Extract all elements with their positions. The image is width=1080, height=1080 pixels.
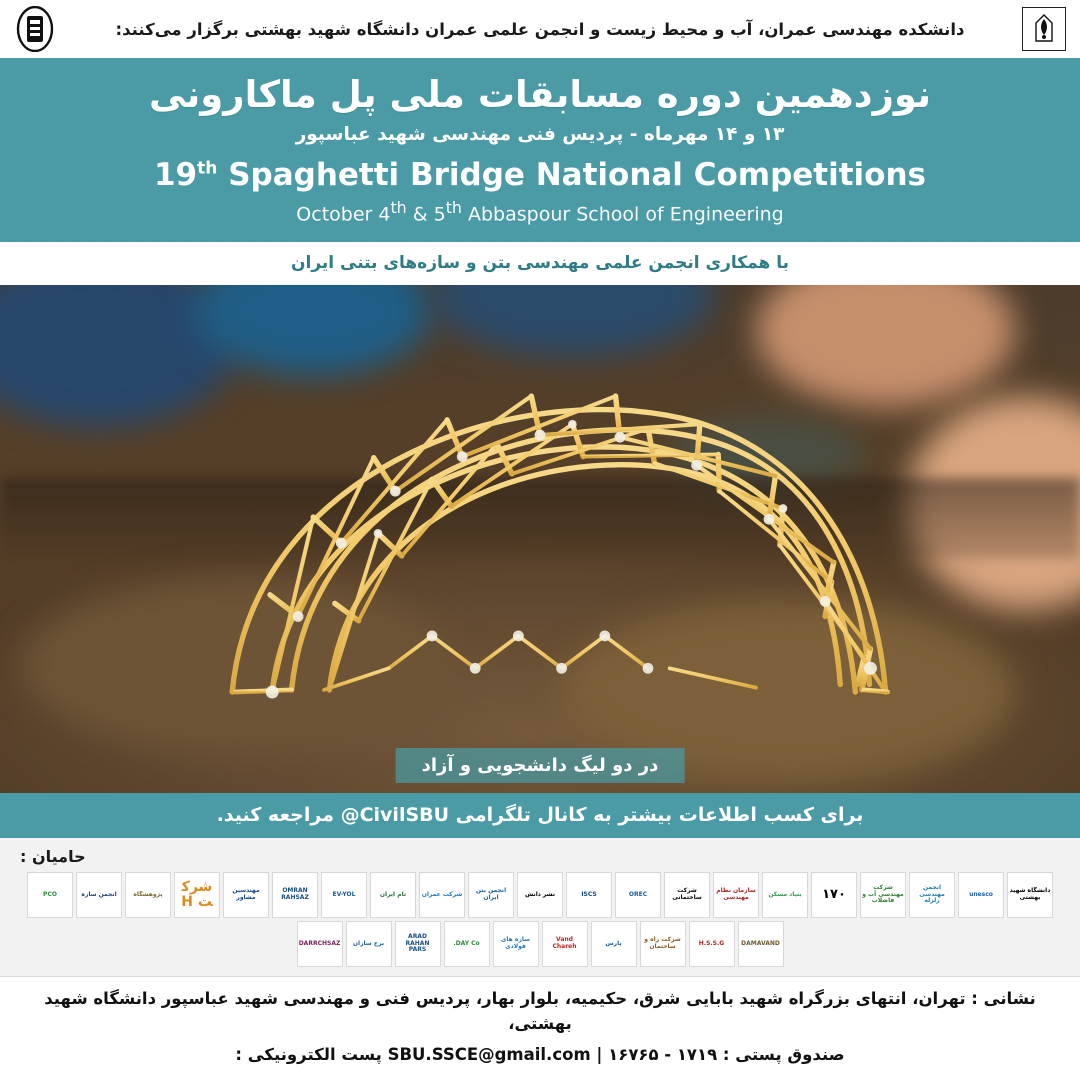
organiser-bar xyxy=(0,0,1080,58)
sponsor-logo-label: مهندسین مشاور xyxy=(232,887,260,901)
sponsor-logo xyxy=(395,921,441,967)
sponsor-logo-label: برج سازان xyxy=(352,939,385,947)
address-line: نشانی : تهران، انتهای بزرگراه شهید بابایی شرق، حکیمیه، بلوار بهار، پردیس فنی و مهندسی شهید عباسپور دانشگاه شهید بهشتی، xyxy=(44,988,1036,1033)
title-persian: نوزدهمین دوره مسابقات ملی پل ماکارونی xyxy=(148,73,932,116)
sponsor-logo-label: انجمن مهندسی زلزله xyxy=(919,884,945,904)
title-english-ordinal: th xyxy=(197,158,218,179)
sponsor-logo-row-1 xyxy=(16,872,1064,918)
sponsor-logo xyxy=(958,872,1004,918)
sponsor-logo xyxy=(174,872,220,918)
sponsor-logo xyxy=(370,872,416,918)
sponsor-logo xyxy=(517,872,563,918)
subtitle-english-sup-a: th xyxy=(390,198,407,218)
sponsor-logo-label: شرکت راه و ساختمان xyxy=(644,936,681,950)
sponsor-logo xyxy=(468,872,514,918)
sponsor-logo xyxy=(591,921,637,967)
sponsor-logo-label: انجمن سازه xyxy=(81,890,117,898)
sponsor-logo-label: EV-YOL xyxy=(332,890,356,898)
sponsor-logo-label: ARAD RAHAN PARS xyxy=(405,933,430,953)
sponsor-logo xyxy=(640,921,686,967)
sponsor-logo xyxy=(444,921,490,967)
subtitle-english-a: October 4 xyxy=(296,203,391,226)
spaghetti-bridge-photo xyxy=(0,285,1080,793)
sponsor-logo xyxy=(125,872,171,918)
civil-engineering-association-logo xyxy=(12,5,58,53)
sponsor-logo-label: دانشگاه شهید بهشتی xyxy=(1009,887,1051,901)
sponsor-logo-label: unesco xyxy=(969,890,993,898)
sponsor-logo-label: نشر دانش xyxy=(524,890,556,898)
sponsor-logo xyxy=(1007,872,1053,918)
sponsor-logo-label: ISCS xyxy=(581,890,597,898)
sponsor-logo-label: DAY Co. xyxy=(453,939,480,947)
subtitle-english-c: Abbaspour School of Engineering xyxy=(461,203,784,226)
sponsor-logo-label: ۱۷۰ xyxy=(822,886,846,902)
telegram-bar xyxy=(0,793,1080,838)
subtitle-english-b: & 5 xyxy=(406,203,446,226)
sponsor-logo xyxy=(738,921,784,967)
telegram-handle[interactable]: @CivilSBU xyxy=(340,803,450,826)
sponsors-heading: حامیان : xyxy=(20,846,86,866)
sponsor-logo-label: پژوهشگاه xyxy=(133,890,163,898)
pobox-label: صندوق پستی : xyxy=(722,1045,845,1065)
sponsor-logo-label: شرکت ساختمانی xyxy=(672,887,702,901)
photo-caption: در دو لیگ دانشجویی و آزاد xyxy=(396,748,685,783)
sponsor-logo-label: OREC xyxy=(628,890,648,898)
organiser-text: دانشکده مهندسی عمران، آب و محیط زیست و انجمن علمی عمران دانشگاه شهید بهشتی برگزار می‌کنند: xyxy=(115,19,965,39)
email-label: پست الکترونیکی : xyxy=(235,1045,382,1065)
subtitle-english-sup-b: th xyxy=(445,198,462,218)
sponsor-logo xyxy=(860,872,906,918)
sponsor-logo xyxy=(762,872,808,918)
telegram-text-after: مراجعه کنید. xyxy=(216,803,341,826)
sponsor-logo xyxy=(713,872,759,918)
sponsor-logo xyxy=(321,872,367,918)
title-english-rest: Spaghetti Bridge National Competitions xyxy=(217,157,927,194)
title-english xyxy=(20,157,1060,194)
contact-separator: | xyxy=(596,1045,603,1065)
footer-contact xyxy=(0,976,1080,1080)
sponsor-logo-label: بنیاد مسکن xyxy=(768,890,802,898)
sponsor-logo xyxy=(689,921,735,967)
sponsor-logo-row-2 xyxy=(16,921,1064,967)
email-value[interactable]: SBU.SSCE@gmail.com xyxy=(387,1045,591,1065)
sponsor-logo xyxy=(909,872,955,918)
sponsor-logo-label: شرکت H xyxy=(181,879,213,910)
sponsor-logo xyxy=(542,921,588,967)
sponsor-logo xyxy=(493,921,539,967)
sponsor-logo-label: انجمن بتن ایران xyxy=(475,887,507,901)
bridge-model xyxy=(0,285,1080,793)
sponsor-logo-label: H.S.S.G xyxy=(698,939,725,947)
sponsor-logo xyxy=(297,921,343,967)
sponsor-logo xyxy=(664,872,710,918)
sponsor-logo-label: Vand Chareh xyxy=(552,936,577,950)
sponsor-logo xyxy=(346,921,392,967)
sponsor-logo xyxy=(76,872,122,918)
sponsor-logo-label: پارس xyxy=(605,939,622,947)
sponsor-logo-label: DAMAVAND xyxy=(741,939,780,947)
sponsor-logo-label: شرکت مهندسی آب و فاضلاب xyxy=(862,884,904,904)
sponsor-logo-label: OMRAN RAHSAZ xyxy=(281,887,309,901)
sponsor-logo xyxy=(615,872,661,918)
title-block xyxy=(0,58,1080,242)
sponsor-logo xyxy=(419,872,465,918)
sponsor-logo-label: DARRCHSAZ xyxy=(298,939,341,947)
collaboration-strip: با همکاری انجمن علمی مهندسی بتن و سازه‌های بتنی ایران xyxy=(0,242,1080,285)
subtitle-persian: ۱۳ و ۱۴ مهرماه - پردیس فنی مهندسی شهید عباسپور xyxy=(295,124,785,146)
pobox-value: ۱۶۷۶۵ - ۱۷۱۹ xyxy=(608,1045,718,1065)
sponsors-section xyxy=(0,838,1080,976)
sponsor-logo-label: تام ایران xyxy=(379,890,407,898)
sponsor-logo xyxy=(27,872,73,918)
contact-line xyxy=(18,1043,1062,1068)
subtitle-english xyxy=(20,198,1060,225)
sponsor-logo xyxy=(223,872,269,918)
sponsor-logo xyxy=(272,872,318,918)
sponsor-logo-label: PCO xyxy=(43,890,57,898)
telegram-text-before: برای کسب اطلاعات بیشتر به کانال تلگرامی xyxy=(449,803,864,826)
shahid-beheshti-university-logo xyxy=(1022,7,1066,51)
title-english-number: 19 xyxy=(153,157,198,194)
sponsor-logo-label: سازمان نظام مهندسی xyxy=(716,887,756,901)
sponsor-logo-label: شرکت عمران xyxy=(421,890,463,898)
sponsor-logo xyxy=(566,872,612,918)
sponsor-logo-label: سازه های فولادی xyxy=(500,936,531,950)
sponsor-logo xyxy=(811,872,857,918)
